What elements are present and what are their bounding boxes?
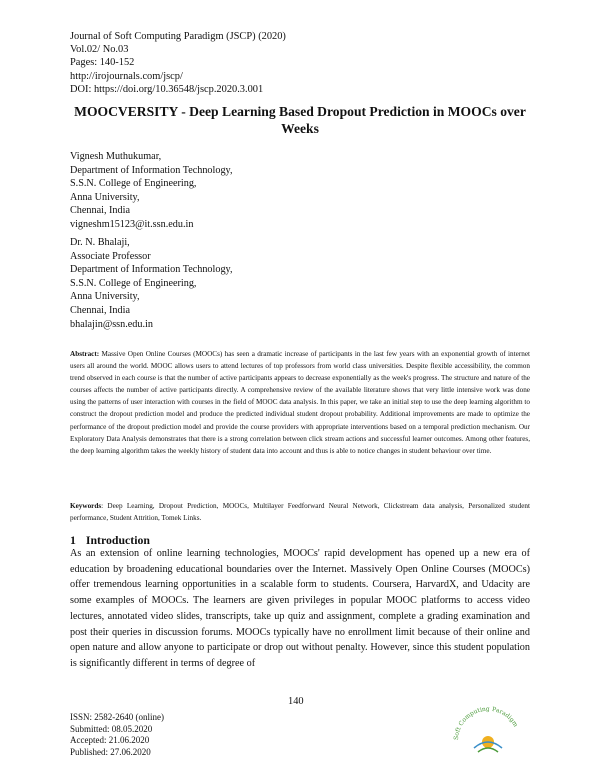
author-2-name: Dr. N. Bhalaji, (70, 237, 130, 248)
author-2-university: Anna University, (70, 291, 140, 303)
abstract-label: Abstract: (70, 350, 100, 358)
journal-header (70, 30, 286, 96)
author-2-department: Department of Information Technology, (70, 264, 233, 276)
section-number: 1 (70, 533, 76, 547)
author-1-department: Department of Information Technology, (70, 164, 233, 176)
page-number: 140 (288, 696, 304, 707)
introduction-text: As an extension of online learning technologies, MOOCs' rapid development has opened up a new era of education by broadening educational boundaries over the Internet. Massively Open Online Courses (MOOCs) offer tremendous learning opportunities in a scalable form to students. Coursera, HarvardX, and Udacity are some examples of MOOCs. The learners are given privileges in popular MOOC platforms to access video lectures, annotated video slides, transcripts, take up quiz and assignment, complete a grading examination and post their queries in discussion forums. MOOCs typically have no enrollment limit because of their online and open nature and allow anyone to participate or drop out without penalty. However, since this student population is significantly different in terms of degree of (70, 548, 530, 669)
logo-leaf (478, 748, 498, 752)
author-2-position: Associate Professor (70, 250, 151, 262)
journal-doi[interactable]: DOI: https://doi.org/10.36548/jscp.2020.3.001 (70, 83, 264, 95)
author-1-location: Chennai, India (70, 205, 130, 217)
author-2-location: Chennai, India (70, 304, 130, 316)
author-2-college: S.S.N. College of Engineering, (70, 277, 197, 289)
author-2-email[interactable]: bhalajin@ssn.edu.in (70, 318, 153, 330)
issn: ISSN: 2582-2640 (online) (70, 712, 164, 722)
journal-url[interactable]: http://irojournals.com/jscp/ (70, 70, 183, 82)
accepted-date: Accepted: 21.06.2020 (70, 735, 150, 746)
paper-title: MOOCVERSITY - Deep Learning Based Dropout Prediction in MOOCs over Weeks (74, 104, 526, 136)
journal-volume: Vol.02/ No.03 (70, 44, 129, 56)
author-1-university: Anna University, (70, 191, 140, 203)
author-block-1 (70, 150, 233, 232)
logo-arc-text: Soft Computing Paradigm (452, 705, 520, 741)
author-block-2 (70, 236, 233, 331)
abstract-text: Massive Open Online Courses (MOOCs) has seen a dramatic increase of participants in the last few years with an exponential growth of internet users all around the world. MOOC allows users to attend lectures of top professors from world class universities. Despite flexible accessibility, the common trend observed in each course is that the number of active participants appears to decrease exponentially as the week's progress. The structure and nature of the courses affects the number of active participants directly. A comprehensive review of the available literature shows that very little intensive work was done using the patterns of user interaction with courses in the field of MOOC data analysis. In this paper, we take an initial step to use the deep learning algorithm to construct the dropout prediction model and produce the predicted individual student dropout probability. Additional improvements are made to optimize the performance of the dropout prediction model and provide the course providers with appropriate interventions based on a temporal prediction mechanism. Our Exploratory Data Analysis demonstrates that there is a strong correlation between click stream actions and successful learner outcomes. Among other features, the deep learning algorithm takes the weekly history of student data into account and thus is able to notice changes in student behaviour over time. (70, 350, 531, 455)
keywords (70, 500, 530, 524)
abstract (70, 348, 530, 457)
keywords-text: : Deep Learning, Dropout Prediction, MOOCs, Multilayer Feedforward Neural Network, Clickstream data analysis, Personalized student performance, Student Attrition, Tomek Links. (70, 502, 530, 523)
journal-pages: Pages: 140-152 (70, 57, 135, 69)
keywords-label: Keywords (70, 502, 102, 510)
section-title: Introduction (85, 533, 150, 547)
footer-dates (70, 712, 164, 758)
journal-logo-icon (448, 700, 526, 756)
author-1-name: Vignesh Muthukumar, (70, 151, 162, 162)
published-date: Published: 27.06.2020 (70, 746, 151, 757)
author-1-email[interactable]: vigneshm15123@it.ssn.edu.in (70, 218, 194, 230)
journal-name: Journal of Soft Computing Paradigm (JSCP) (2020) (70, 31, 286, 42)
submitted-date: Submitted: 08.05.2020 (70, 723, 153, 734)
author-1-college: S.S.N. College of Engineering, (70, 178, 197, 190)
